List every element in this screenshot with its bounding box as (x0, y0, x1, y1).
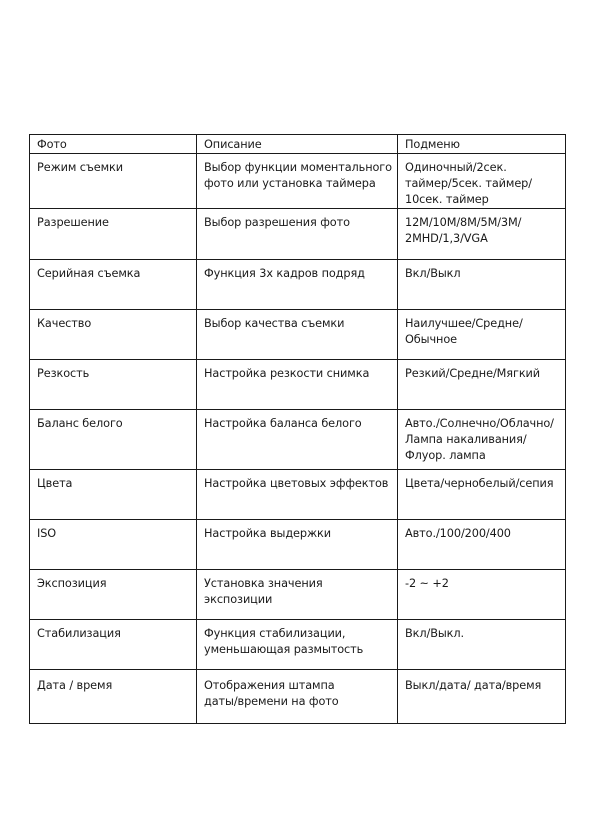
setting-submenu: Авто./Солнечно/Облачно/ Лампа накаливания/ Флуор. лампа (398, 410, 566, 470)
setting-description: Настройка выдержки (197, 520, 398, 570)
setting-description: Выбор разрешения фото (197, 209, 398, 260)
setting-name: Резкость (30, 360, 197, 410)
setting-name: Режим съемки (30, 154, 197, 209)
setting-description: Настройка баланса белого (197, 410, 398, 470)
table-row (30, 520, 566, 570)
setting-name: Баланс белого (30, 410, 197, 470)
setting-name: Стабилизация (30, 620, 197, 670)
setting-name: Качество (30, 310, 197, 360)
setting-name: Серийная съемка (30, 260, 197, 310)
setting-description: Настройка резкости снимка (197, 360, 398, 410)
header-description: Описание (197, 135, 398, 154)
setting-submenu: -2 ~ +2 (398, 570, 566, 620)
photo-settings-table (29, 134, 566, 724)
setting-submenu: Резкий/Средне/Мягкий (398, 360, 566, 410)
table-row (30, 570, 566, 620)
setting-submenu: Выкл/дата/ дата/время (398, 670, 566, 724)
setting-name: Разрешение (30, 209, 197, 260)
table-header-row (30, 135, 566, 154)
setting-submenu: Авто./100/200/400 (398, 520, 566, 570)
setting-description: Установка значения экспозиции (197, 570, 398, 620)
setting-description: Функция 3х кадров подряд (197, 260, 398, 310)
setting-description: Выбор функции моментального фото или установка таймера (197, 154, 398, 209)
setting-submenu: Вкл/Выкл (398, 260, 566, 310)
setting-name: Цвета (30, 470, 197, 520)
setting-submenu: Цвета/чернобелый/сепия (398, 470, 566, 520)
setting-description: Отображения штампа даты/времени на фото (197, 670, 398, 724)
setting-submenu: Наилучшее/Средне/ Обычное (398, 310, 566, 360)
table-row (30, 470, 566, 520)
table-row (30, 209, 566, 260)
setting-name: Дата / время (30, 670, 197, 724)
setting-name: ISO (30, 520, 197, 570)
setting-description: Функция стабилизации, уменьшающая размытость (197, 620, 398, 670)
table-row (30, 670, 566, 724)
table-row (30, 620, 566, 670)
setting-description: Настройка цветовых эффектов (197, 470, 398, 520)
header-submenu: Подменю (398, 135, 566, 154)
setting-submenu: Одиночный/2сек. таймер/5сек. таймер/ 10сек. таймер (398, 154, 566, 209)
setting-submenu: 12M/10M/8M/5M/3M/ 2MHD/1,3/VGA (398, 209, 566, 260)
header-photo: Фото (30, 135, 197, 154)
setting-name: Экспозиция (30, 570, 197, 620)
table-row (30, 260, 566, 310)
table-row (30, 360, 566, 410)
setting-submenu: Вкл/Выкл. (398, 620, 566, 670)
table-row (30, 310, 566, 360)
table-row (30, 410, 566, 470)
setting-description: Выбор качества съемки (197, 310, 398, 360)
table-row (30, 154, 566, 209)
